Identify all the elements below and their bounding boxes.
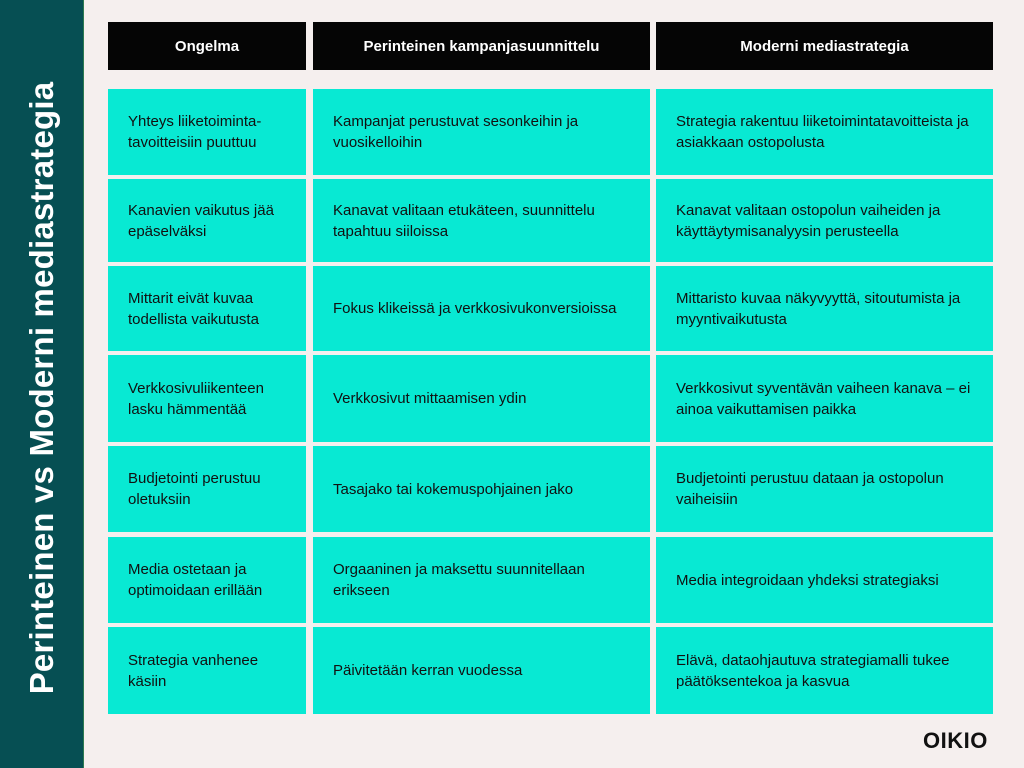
cell-problem-5: Budjetointi perustuu oletuksiin bbox=[108, 446, 306, 532]
cell-modern-5: Budjetointi perustuu dataan ja ostopolun vaiheisiin bbox=[656, 446, 993, 532]
cell-problem-1: Yhteys liiketoiminta-tavoitteisiin puuttuu bbox=[108, 89, 306, 175]
cell-modern-4: Verkkosivut syventävän vaiheen kanava – ei ainoa vaikuttamisen paikka bbox=[656, 355, 993, 442]
cell-problem-7: Strategia vanhenee käsiin bbox=[108, 627, 306, 714]
cell-modern-2: Kanavat valitaan ostopolun vaiheiden ja käyttäytymisanalyysin perusteella bbox=[656, 179, 993, 262]
column-header-traditional: Perinteinen kampanjasuunnittelu bbox=[313, 22, 650, 70]
cell-traditional-4: Verkkosivut mittaamisen ydin bbox=[313, 355, 650, 442]
cell-problem-3: Mittarit eivät kuvaa todellista vaikutusta bbox=[108, 266, 306, 351]
cell-traditional-7: Päivitetään kerran vuodessa bbox=[313, 627, 650, 714]
cell-modern-3: Mittaristo kuvaa näkyvyyttä, sitoutumista ja myyntivaikutusta bbox=[656, 266, 993, 351]
column-header-modern: Moderni mediastrategia bbox=[656, 22, 993, 70]
cell-problem-2: Kanavien vaikutus jää epäselväksi bbox=[108, 179, 306, 262]
cell-traditional-6: Orgaaninen ja maksettu suunnitellaan erikseen bbox=[313, 537, 650, 623]
cell-traditional-1: Kampanjat perustuvat sesonkeihin ja vuosikelloihin bbox=[313, 89, 650, 175]
oikio-logo: OIKIO bbox=[923, 728, 988, 753]
cell-modern-1: Strategia rakentuu liiketoimintatavoitteista ja asiakkaan ostopolusta bbox=[656, 89, 993, 175]
column-header-problem: Ongelma bbox=[108, 22, 306, 70]
cell-traditional-3: Fokus klikeissä ja verkkosivukonversioissa bbox=[313, 266, 650, 351]
cell-modern-7: Elävä, dataohjautuva strategiamalli tukee päätöksentekoa ja kasvua bbox=[656, 627, 993, 714]
cell-traditional-5: Tasajako tai kokemuspohjainen jako bbox=[313, 446, 650, 532]
cell-problem-4: Verkkosivuliikenteen lasku hämmentää bbox=[108, 355, 306, 442]
page-title: Perinteinen vs Moderni mediastrategia bbox=[23, 81, 60, 695]
cell-traditional-2: Kanavat valitaan etukäteen, suunnittelu tapahtuu siiloissa bbox=[313, 179, 650, 262]
cell-problem-6: Media ostetaan ja optimoidaan erillään bbox=[108, 537, 306, 623]
sidebar bbox=[0, 0, 84, 768]
cell-modern-6: Media integroidaan yhdeksi strategiaksi bbox=[656, 537, 993, 623]
